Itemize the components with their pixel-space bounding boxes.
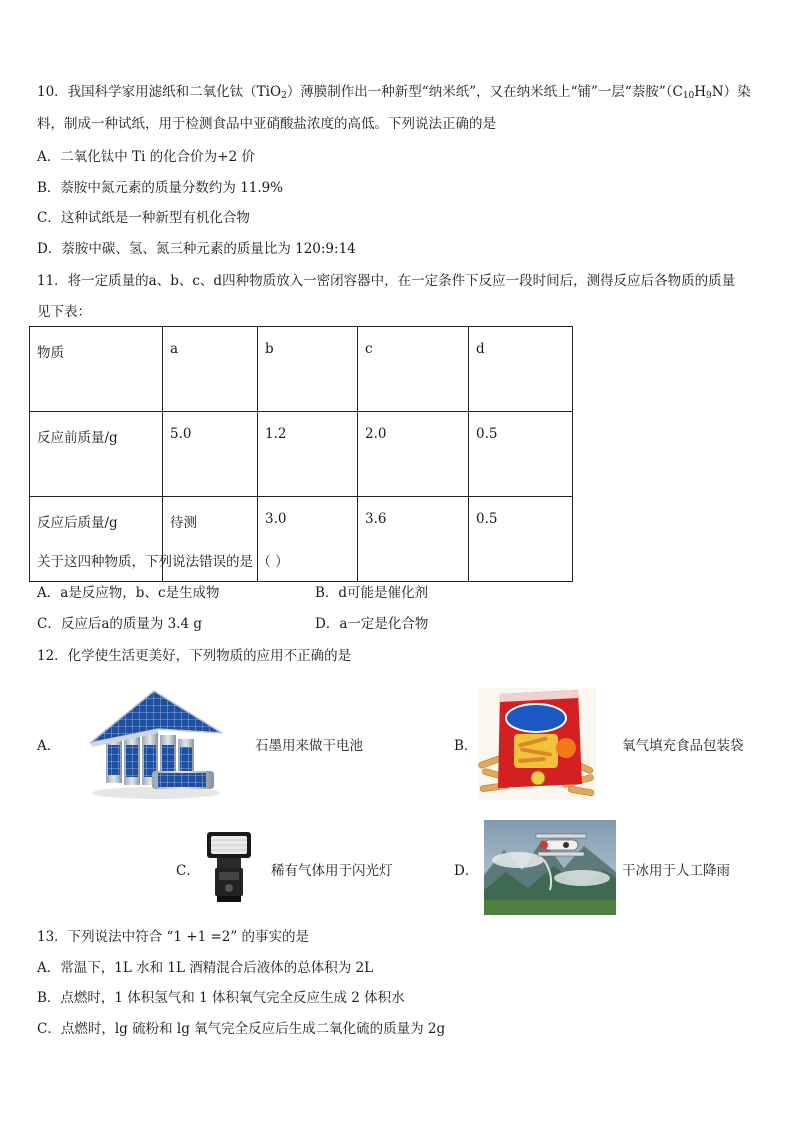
q12-option-c-text: 稀有气体用于闪光灯: [271, 863, 393, 879]
flash-unit-image: [203, 828, 255, 906]
q11-option-b: B．d可能是催化剂: [315, 585, 429, 601]
table-row: [30, 412, 573, 497]
table-cell: 反应前质量/g: [30, 412, 163, 497]
q12-option-a-text: 石墨用来做干电池: [255, 738, 363, 754]
table-cell: 反应后质量/g: [30, 497, 163, 582]
table-cell: a: [163, 327, 258, 412]
subscript: 2: [281, 91, 287, 101]
table-cell: 3.6: [358, 497, 469, 582]
table-cell: d: [469, 327, 573, 412]
q13-stem: 13．下列说法中符合 “1 +1 =2” 的事实的是: [37, 929, 310, 945]
table-cell: 3.0: [258, 497, 358, 582]
table-row: [30, 327, 573, 412]
q13-option-b: B．点燃时，1 体积氢气和 1 体积氧气完全反应生成 2 体积水: [37, 990, 405, 1006]
q12-stem: 12．化学使生活更美好，下列物质的应用不正确的是: [37, 648, 352, 664]
table-cell: 0.5: [469, 497, 573, 582]
table-cell: 待测: [163, 497, 258, 582]
q10-option-b: B．萘胺中氮元素的质量分数约为 11.9%: [37, 180, 284, 196]
mass-table: [29, 326, 573, 582]
q12-option-c-label: C．: [176, 863, 200, 879]
q11-stem-line2: 见下表：: [37, 304, 91, 320]
cloud-seeding-plane-image: [484, 820, 616, 915]
q10-stem-line2: 料，制成一种试纸，用于检测食品中亚硝酸盐浓度的高低。下列说法正确的是: [37, 116, 496, 132]
q11-option-a: A．a是反应物，b、c是生成物: [37, 585, 220, 601]
subscript: 9: [706, 91, 712, 101]
q11-option-c: C．反应后a的质量为 3.4 g: [37, 616, 203, 632]
table-cell: 5.0: [163, 412, 258, 497]
solar-battery-image: [84, 685, 224, 801]
q10-stem-text: N）染: [711, 84, 751, 100]
q10-stem-line1: [37, 83, 751, 101]
q12-option-a-label: A．: [37, 738, 61, 754]
q12-option-d-label: D．: [454, 863, 479, 879]
q11-question: 关于这四种物质，下列说法错误的是 （ ）: [37, 554, 289, 570]
q12-option-d-text: 干冰用于人工降雨: [622, 863, 730, 879]
snack-bag-image: [478, 688, 596, 800]
subscript: 10: [682, 91, 695, 101]
q13-option-a: A．常温下，1L 水和 1L 酒精混合后液体的总体积为 2L: [37, 960, 374, 976]
q12-option-b-label: B．: [454, 738, 478, 754]
table-cell: 2.0: [358, 412, 469, 497]
table-cell: b: [258, 327, 358, 412]
q10-stem-text: ）薄膜制作出一种新型“纳米纸”，又在纳米纸上“铺”一层“萘胺”（C: [286, 84, 683, 100]
q11-option-d: D．a一定是化合物: [315, 616, 429, 632]
table-cell: 1.2: [258, 412, 358, 497]
table-cell: 物质: [30, 327, 163, 412]
table-cell: 0.5: [469, 412, 573, 497]
q10-option-a: A．二氧化钛中 Ti 的化合价为+2 价: [37, 149, 255, 165]
q10-stem-text: 10．我国科学家用滤纸和二氧化钛（TiO: [37, 84, 282, 100]
q10-option-d: D．萘胺中碳、氢、氮三种元素的质量比为 120:9:14: [37, 241, 356, 257]
q13-option-c: C．点燃时，lg 硫粉和 lg 氧气完全反应后生成二氧化硫的质量为 2g: [37, 1021, 446, 1037]
q11-stem-line1: 11．将一定质量的a、b、c、d四种物质放入一密闭容器中，在一定条件下反应一段时间后，测得反应后各物质的质量: [37, 273, 736, 289]
table-cell: c: [358, 327, 469, 412]
q10-stem-text: H: [694, 84, 707, 100]
q12-option-b-text: 氧气填充食品包装袋: [622, 738, 744, 754]
q10-option-c: C．这种试纸是一种新型有机化合物: [37, 210, 250, 226]
